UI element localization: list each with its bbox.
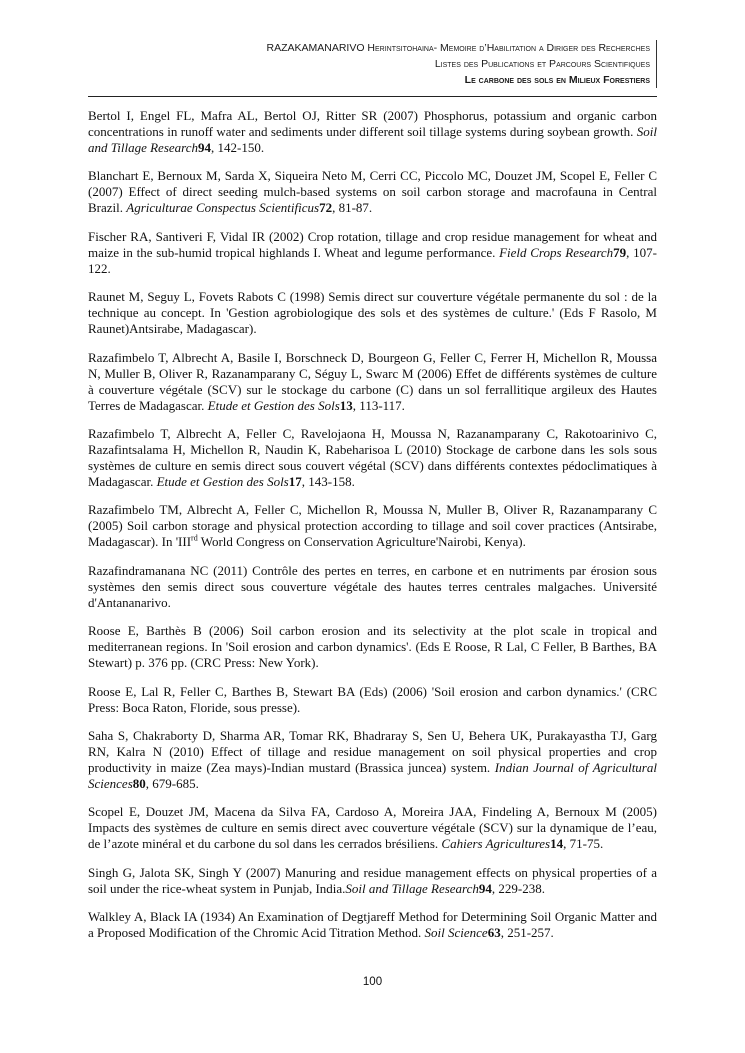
reference-text: Fischer RA, Santiveri F, Vidal IR (2002) Crop rotation, tillage and crop residue management for wheat and maize in the sub-humid tropical highlands I. Wheat and legume performance. <box>88 228 657 260</box>
reference-pages: , 679-685. <box>145 775 199 791</box>
reference-superscript: rd <box>191 534 198 544</box>
header-chapter-line: Le carbone des sols en Milieux Forestiers <box>464 74 650 86</box>
reference-journal: Indian Journal of Agricultural Sciences <box>88 759 657 791</box>
reference-volume: 79 <box>613 244 627 260</box>
reference-pages: , 113-117. <box>352 397 405 413</box>
reference-text: Bertol I, Engel FL, Mafra AL, Bertol OJ, Ritter SR (2007) Phosphorus, potassium and organic carbon concentrations in runoff water and sediments under different soil tillage systems during soybean growth. <box>88 108 657 139</box>
reference-journal: Field Crops Research <box>499 244 614 260</box>
reference-journal: Soil Science <box>424 925 488 941</box>
reference-text: Razafimbelo T, Albrecht A, Feller C, Ravelojaona H, Moussa N, Razanamparany C, Rakotoarinivo C, Razafintsalama H, Michellon R, Naudin K, Rabeharisoa L (2010) Stockage de carbone dans les sols sous systèmes de culture en semis direct sous couvert végétal (SCV) dans différents contextes pédoclimatiques à Madagascar. <box>88 425 657 489</box>
reference-entry <box>88 563 657 611</box>
reference-pages: , 81-87. <box>332 200 373 216</box>
reference-text: Singh G, Jalota SK, Singh Y (2007) Manuring and residue management effects on physical properties of a soil under the rice-wheat system in Punjab, India. <box>88 864 657 896</box>
reference-entry <box>88 728 657 792</box>
reference-journal: Soil and Tillage Research <box>88 124 657 155</box>
reference-pages: , 251-257. <box>500 925 554 941</box>
reference-pages: , 229-238. <box>491 880 545 896</box>
reference-volume: 13 <box>339 397 353 413</box>
reference-entry <box>88 623 657 671</box>
reference-text-cont: World Congress on Conservation Agriculture'Nairobi, Kenya). <box>197 534 526 550</box>
reference-volume: 94 <box>198 140 212 155</box>
reference-volume: 72 <box>319 200 333 216</box>
reference-text: Razafimbelo TM, Albrecht A, Feller C, Michellon R, Moussa N, Muller B, Oliver R, Razanamparany C (2005) Soil carbon storage and physical protection according to tillage and soil cover practices (Antsirabe, Madagascar). In 'III <box>88 502 657 550</box>
reference-text: Blanchart E, Bernoux M, Sarda X, Siqueira Neto M, Cerri CC, Piccolo MC, Douzet JM, Scopel E, Feller C (2007) Effect of direct seeding mulch-based systems on soil carbon storage and macrofauna in Central Brazil. <box>88 168 657 216</box>
reference-journal: Agriculturae Conspectus Scientificus <box>126 200 320 216</box>
reference-entry <box>88 865 657 897</box>
reference-pages: , 71-75. <box>563 836 604 852</box>
reference-entry <box>88 108 657 156</box>
reference-entry <box>88 684 657 716</box>
reference-text: Walkley A, Black IA (1934) An Examination of Degtjareff Method for Determining Soil Organic Matter and a Proposed Modification of the Chromic Acid Titration Method. <box>88 909 657 941</box>
reference-journal: Cahiers Agricultures <box>441 836 551 852</box>
reference-text: Roose E, Barthès B (2006) Soil carbon erosion and its selectivity at the plot scale in tropical and mediterranean regions. In 'Soil erosion and carbon dynamics'. (Eds E Roose, R Lal, C Feller, B Barthes, BA Stewart) p. 376 pp. (CRC Press: New York). <box>88 623 657 671</box>
header-author-line: RAZAKAMANARIVO Herintsitohaina- Memoire d’Habilitation a Diriger des Recherches <box>266 42 650 54</box>
reference-text: Raunet M, Seguy L, Fovets Rabots C (1998) Semis direct sur couverture végétale permanente du sol : de la technique au concept. In 'Gestion agrobiologique des sols et des systèmes de culture.' (Eds F Rasolo, M Raunet)Antsirabe, Madagascar). <box>88 289 657 337</box>
reference-text: Razafimbelo T, Albrecht A, Basile I, Borschneck D, Bourgeon G, Feller C, Ferrer H, Michellon R, Moussa N, Muller B, Oliver R, Razanamparany C, Séguy L, Swarc M (2006) Effet de différents systèmes de culture à couverture végétale (SCV) sur le stockage du carbone (C) dans un sol ferrallitique argileux des Hautes Terres de Madagascar. <box>88 349 657 413</box>
reference-pages: , 143-158. <box>301 473 355 489</box>
reference-text: Saha S, Chakraborty D, Sharma AR, Tomar RK, Bhadraray S, Sen U, Behera UK, Purakayastha TJ, Garg RN, Kalra N (2010) Effect of tillage and residue management on soil physical properties and crop productivity in maize (Zea mays)-Indian mustard (Brassica juncea) system. <box>88 727 657 775</box>
header-section-line: Listes des Publications et Parcours Scientifiques <box>434 58 650 70</box>
reference-volume: 80 <box>132 775 146 791</box>
reference-entry <box>88 502 657 550</box>
reference-entry <box>88 289 657 337</box>
page-number: 100 <box>362 976 383 988</box>
reference-journal: Soil and Tillage Research <box>345 880 479 896</box>
reference-volume: 94 <box>478 880 492 896</box>
reference-entry <box>88 426 657 490</box>
running-header <box>150 40 657 88</box>
reference-volume: 14 <box>550 836 564 852</box>
reference-text: Razafindramanana NC (2011) Contrôle des pertes en terres, en carbone et en nutriments par érosion sous systèmes den semis direct sous couverture végétale des hautes terres centrales malgaches. Université d'Antananarivo. <box>88 562 657 610</box>
reference-list <box>88 108 657 953</box>
reference-text: Scopel E, Douzet JM, Macena da Silva FA, Cardoso A, Moreira JAA, Findeling A, Bernoux M (2005) Impacts des systèmes de culture en semis direct avec couverture végétale (SCV) sur la dynamique de l’eau, de l’azote minéral et du carbone du sol dans les cerrados brésiliens. <box>88 804 657 852</box>
reference-volume: 17 <box>288 473 302 489</box>
reference-entry <box>88 909 657 941</box>
reference-entry <box>88 168 657 216</box>
reference-journal: Etude et Gestion des Sols <box>156 473 289 489</box>
header-rule <box>88 96 657 97</box>
reference-entry <box>88 229 657 277</box>
reference-pages: , 142-150. <box>211 140 265 155</box>
reference-entry <box>88 804 657 852</box>
reference-journal: Etude et Gestion des Sols <box>207 397 340 413</box>
reference-entry <box>88 350 657 414</box>
reference-volume: 63 <box>487 925 501 941</box>
reference-text: Roose E, Lal R, Feller C, Barthes B, Stewart BA (Eds) (2006) 'Soil erosion and carbon dynamics.' (CRC Press: Boca Raton, Floride, sous presse). <box>88 683 657 715</box>
reference-pages: , 107-122. <box>88 244 657 276</box>
